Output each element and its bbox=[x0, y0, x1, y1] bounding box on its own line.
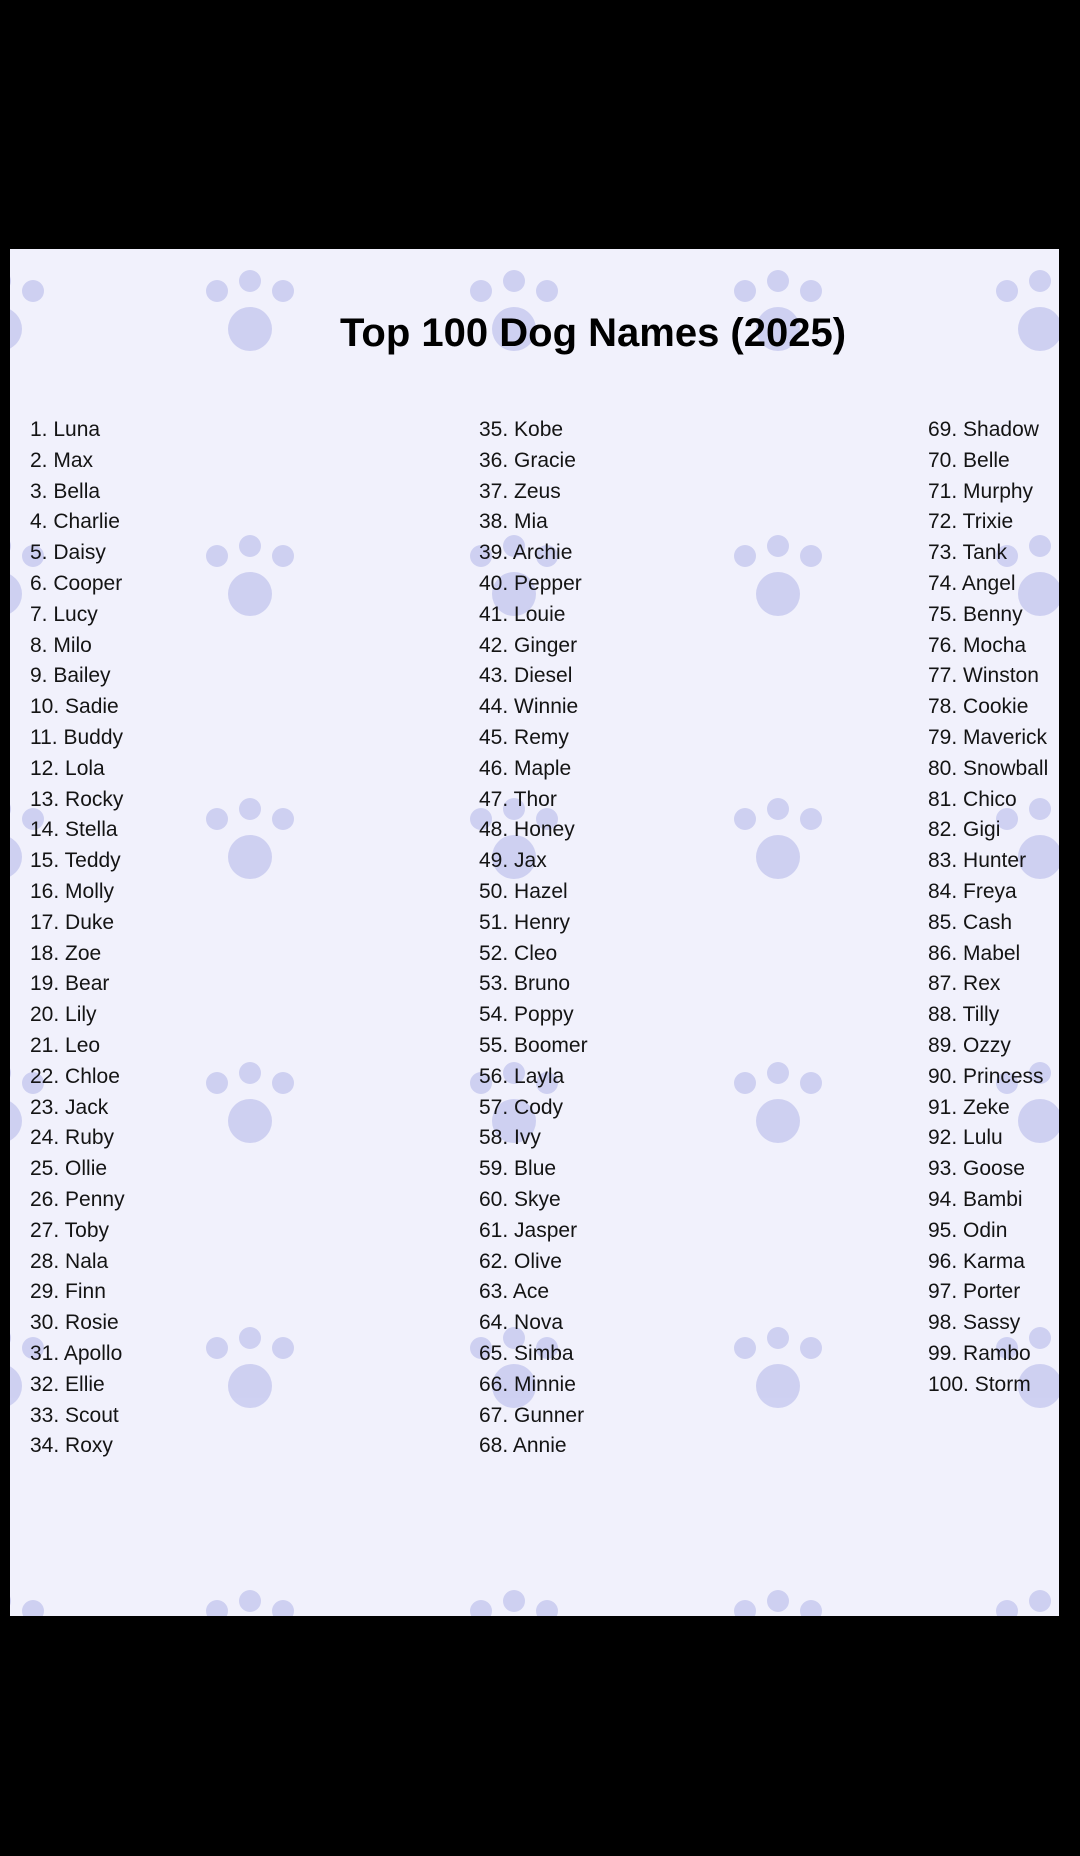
list-item: 71. Murphy bbox=[928, 479, 1034, 503]
paw-print-icon bbox=[734, 1327, 822, 1408]
list-item: 62. Olive bbox=[479, 1249, 562, 1273]
list-item: 15. Teddy bbox=[30, 849, 121, 873]
list-item: 8. Milo bbox=[30, 633, 92, 657]
list-item: 52. Cleo bbox=[479, 941, 558, 965]
list-item: 81. Chico bbox=[928, 787, 1017, 811]
list-item: 16. Molly bbox=[30, 879, 115, 903]
names-column-3 bbox=[928, 415, 1048, 1401]
list-item: 63. Ace bbox=[479, 1280, 550, 1304]
paw-print-icon bbox=[206, 1327, 294, 1408]
paw-print-icon bbox=[206, 1062, 294, 1143]
list-item: 39. Archie bbox=[479, 541, 573, 565]
list-item: 46. Maple bbox=[479, 756, 572, 780]
list-item: 13. Rocky bbox=[30, 787, 124, 811]
list-item: 21. Leo bbox=[30, 1033, 101, 1057]
paw-print-icon bbox=[470, 1590, 558, 1616]
list-item: 70. Belle bbox=[928, 448, 1010, 472]
list-item: 4. Charlie bbox=[30, 510, 120, 534]
list-item: 53. Bruno bbox=[479, 972, 571, 996]
paw-print-icon bbox=[734, 1590, 822, 1616]
list-item: 56. Layla bbox=[479, 1064, 565, 1088]
list-item: 57. Cody bbox=[479, 1095, 564, 1119]
list-item: 60. Skye bbox=[479, 1187, 561, 1211]
list-item: 10. Sadie bbox=[30, 695, 119, 719]
list-item: 30. Rosie bbox=[30, 1311, 119, 1335]
list-item: 43. Diesel bbox=[479, 664, 573, 688]
list-item: 100. Storm bbox=[928, 1372, 1031, 1396]
paw-print-icon bbox=[734, 1062, 822, 1143]
list-item: 80. Snowball bbox=[928, 756, 1049, 780]
list-item: 61. Jasper bbox=[479, 1218, 578, 1242]
list-item: 14. Stella bbox=[30, 818, 118, 842]
list-item: 51. Henry bbox=[479, 910, 571, 934]
paw-print-icon bbox=[996, 1590, 1059, 1616]
list-item: 32. Ellie bbox=[30, 1372, 105, 1396]
list-item: 55. Boomer bbox=[479, 1033, 588, 1057]
list-item: 89. Ozzy bbox=[928, 1033, 1011, 1057]
list-item: 28. Nala bbox=[30, 1249, 109, 1273]
list-item: 1. Luna bbox=[30, 418, 101, 441]
list-item: 44. Winnie bbox=[479, 695, 579, 719]
list-item: 76. Mocha bbox=[928, 633, 1027, 657]
list-item: 74. Angel bbox=[928, 571, 1016, 595]
list-item: 87. Rex bbox=[928, 972, 1001, 996]
list-item: 24. Ruby bbox=[30, 1126, 115, 1150]
paw-print-icon bbox=[206, 535, 294, 616]
names-column-1 bbox=[30, 415, 125, 1462]
list-item: 22. Chloe bbox=[30, 1064, 120, 1088]
list-item: 88. Tilly bbox=[928, 1003, 1000, 1027]
list-item: 40. Pepper bbox=[479, 571, 582, 595]
list-item: 11. Buddy bbox=[30, 725, 124, 749]
names-column-2 bbox=[479, 415, 588, 1462]
list-item: 50. Hazel bbox=[479, 879, 568, 903]
list-item: 67. Gunner bbox=[479, 1403, 585, 1427]
list-item: 38. Mia bbox=[479, 510, 548, 534]
list-item: 48. Honey bbox=[479, 818, 575, 842]
list-item: 58. Ivy bbox=[479, 1126, 541, 1150]
list-item: 79. Maverick bbox=[928, 725, 1048, 749]
paw-print-icon bbox=[206, 1590, 294, 1616]
list-item: 6. Cooper bbox=[30, 571, 123, 595]
list-item: 72. Trixie bbox=[928, 510, 1014, 534]
paw-print-icon bbox=[10, 1590, 44, 1616]
list-item: 20. Lily bbox=[30, 1003, 97, 1027]
list-item: 49. Jax bbox=[479, 849, 547, 873]
list-item: 85. Cash bbox=[928, 910, 1013, 934]
list-item: 99. Rambo bbox=[928, 1341, 1031, 1365]
list-item: 83. Hunter bbox=[928, 849, 1027, 873]
list-item: 19. Bear bbox=[30, 972, 110, 996]
list-item: 36. Gracie bbox=[479, 448, 576, 472]
list-item: 25. Ollie bbox=[30, 1157, 108, 1181]
list-item: 35. Kobe bbox=[479, 418, 564, 441]
list-item: 37. Zeus bbox=[479, 479, 561, 503]
list-item: 95. Odin bbox=[928, 1218, 1008, 1242]
list-item: 45. Remy bbox=[479, 725, 569, 749]
list-item: 91. Zeke bbox=[928, 1095, 1010, 1119]
list-item: 96. Karma bbox=[928, 1249, 1025, 1273]
list-item: 90. Princess bbox=[928, 1064, 1044, 1088]
list-item: 73. Tank bbox=[928, 541, 1008, 565]
list-item: 93. Goose bbox=[928, 1157, 1025, 1181]
list-item: 92. Lulu bbox=[928, 1126, 1003, 1150]
list-item: 12. Lola bbox=[30, 756, 105, 780]
list-item: 97. Porter bbox=[928, 1280, 1021, 1304]
list-item: 75. Benny bbox=[928, 602, 1023, 626]
list-item: 77. Winston bbox=[928, 664, 1039, 688]
list-item: 26. Penny bbox=[30, 1187, 125, 1211]
list-item: 98. Sassy bbox=[928, 1311, 1021, 1335]
list-item: 84. Freya bbox=[928, 879, 1017, 903]
list-item: 66. Minnie bbox=[479, 1372, 576, 1396]
list-item: 54. Poppy bbox=[479, 1003, 574, 1027]
paw-print-icon bbox=[734, 535, 822, 616]
list-card bbox=[10, 249, 1059, 1616]
paw-print-icon bbox=[206, 798, 294, 879]
list-item: 18. Zoe bbox=[30, 941, 102, 965]
list-item: 42. Ginger bbox=[479, 633, 578, 657]
list-item: 5. Daisy bbox=[30, 541, 106, 565]
list-item: 86. Mabel bbox=[928, 941, 1021, 965]
list-item: 94. Bambi bbox=[928, 1187, 1023, 1211]
list-item: 41. Louie bbox=[479, 602, 566, 626]
list-item: 2. Max bbox=[30, 448, 94, 472]
list-item: 82. Gigi bbox=[928, 818, 1001, 842]
list-item: 31. Apollo bbox=[30, 1341, 123, 1365]
list-item: 27. Toby bbox=[30, 1218, 110, 1242]
list-item: 78. Cookie bbox=[928, 695, 1029, 719]
list-item: 64. Nova bbox=[479, 1311, 564, 1335]
list-item: 59. Blue bbox=[479, 1157, 557, 1181]
list-item: 7. Lucy bbox=[30, 602, 98, 626]
list-item: 65. Simba bbox=[479, 1341, 574, 1365]
page-title: Top 100 Dog Names (2025) bbox=[339, 311, 847, 355]
list-item: 33. Scout bbox=[30, 1403, 119, 1427]
list-item: 47. Thor bbox=[479, 787, 557, 811]
list-item: 23. Jack bbox=[30, 1095, 109, 1119]
list-item: 3. Bella bbox=[30, 479, 101, 503]
list-item: 69. Shadow bbox=[928, 418, 1039, 441]
list-item: 68. Annie bbox=[479, 1434, 567, 1458]
list-item: 9. Bailey bbox=[30, 664, 111, 688]
paw-print-icon bbox=[734, 798, 822, 879]
list-item: 29. Finn bbox=[30, 1280, 106, 1304]
list-item: 34. Roxy bbox=[30, 1434, 113, 1458]
list-item: 17. Duke bbox=[30, 910, 115, 934]
